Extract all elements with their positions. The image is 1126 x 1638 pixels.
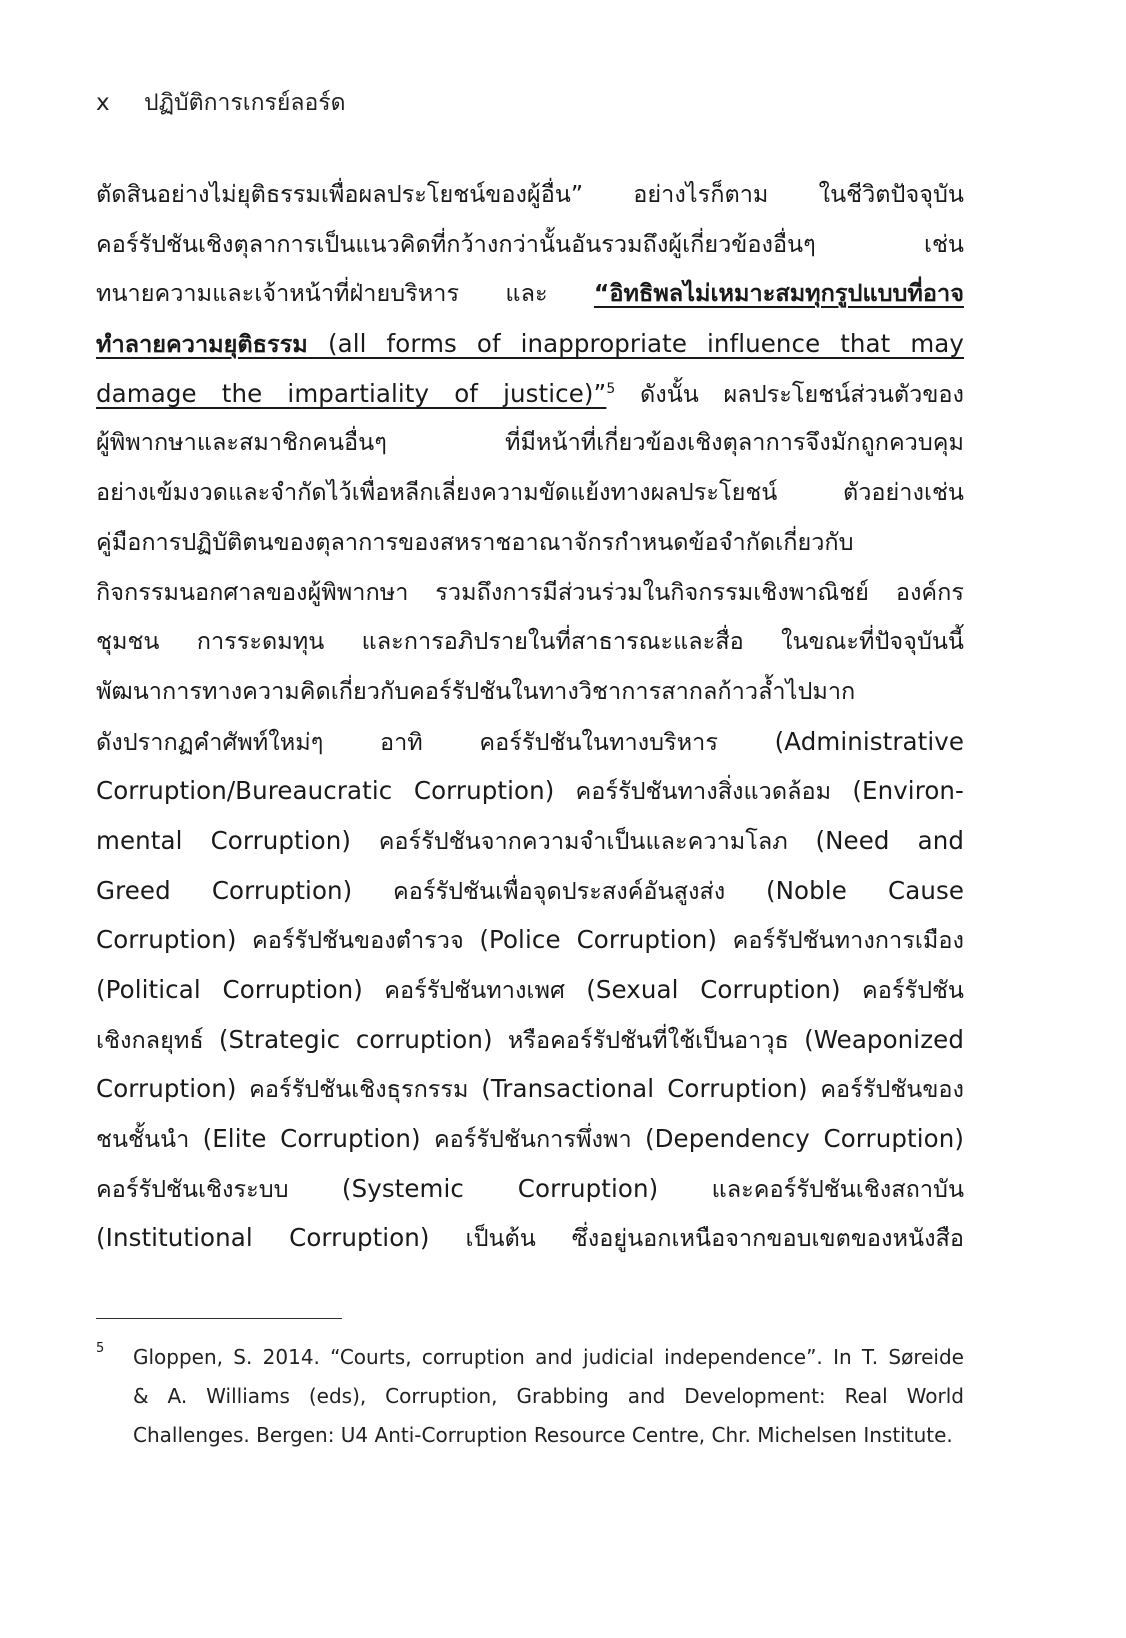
- english-term: (Dependency Corruption): [644, 1124, 964, 1154]
- emphasized-quote: “อิทธิพลไม่เหมาะสมทุกรูปแบบที่อาจ: [593, 279, 964, 308]
- text-line: ทนายความและเจ้าหน้าที่ฝ่ายบริหาร และ “อิทธิพลไม่เหมาะสมทุกรูปแบบที่อาจ: [96, 279, 964, 308]
- text-line: ชุมชน การระดมทุน และการอภิปรายในที่สาธารณะและสื่อ ในขณะที่ปัจจุบันนี้: [96, 627, 964, 656]
- english-term: (Transactional Corruption): [481, 1074, 808, 1104]
- footnote-text: [133, 1338, 964, 1455]
- english-term: (Administrative: [774, 726, 964, 756]
- footnote-line: Gloppen, S. 2014. “Courts, corruption and judicial independence”. In T. Søreide: [133, 1345, 964, 1369]
- text-line: คอร์รัปชันเชิงตุลาการเป็นแนวคิดที่กว้างกว่านั้นอันรวมถึงผู้เกี่ยวข้องอื่นๆ เช่น: [96, 229, 964, 258]
- text-line: ดังปรากฏคำศัพท์ใหม่ๆ อาทิ คอร์รัปชันในทางบริหาร (Administrative: [96, 726, 964, 756]
- text-line: ผู้พิพากษาและสมาชิกคนอื่นๆ ที่มีหน้าที่เกี่ยวข้องเชิงตุลาการจึงมักถูกควบคุม: [96, 428, 964, 457]
- english-term: Corruption): [96, 1074, 237, 1104]
- text-line: พัฒนาการทางความคิดเกี่ยวกับคอร์รัปชันในทางวิชาการสากลก้าวล้ำไปมาก: [96, 676, 856, 705]
- text-line: damage the impartiality of justice)”$^5$ ดังนั้น ผลประโยชน์ส่วนตัวของ: [96, 378, 964, 408]
- text-line: Greed Corruption) คอร์รัปชันเพื่อจุดประสงค์อันสูงส่ง (Noble Cause: [96, 875, 964, 905]
- english-term: Corruption/Bureaucratic Corruption): [96, 776, 555, 806]
- text-line: เชิงกลยุทธ์ (Strategic corruption) หรือคอร์รัปชันที่ใช้เป็นอาวุธ (Weaponized: [96, 1024, 964, 1054]
- english-term: (Noble Cause: [765, 875, 964, 905]
- footnote-divider: [96, 1318, 342, 1319]
- english-term: (Systemic Corruption): [341, 1173, 659, 1203]
- english-term: (Elite Corruption): [202, 1124, 421, 1154]
- english-term: mental Corruption): [96, 825, 352, 855]
- english-term: Corruption): [96, 925, 237, 955]
- text-line: mental Corruption) คอร์รัปชันจากความจำเป็นและความโลภ (Need and: [96, 825, 964, 855]
- footnote-line: & A. Williams (eds), Corruption, Grabbing and Development: Real World: [133, 1384, 964, 1408]
- page-number: x: [96, 90, 110, 116]
- emphasized-quote: ทำลายความยุติธรรม: [96, 330, 328, 359]
- footnote-line: Challenges. Bergen: U4 Anti-Corruption Resource Centre, Chr. Michelsen Institute.: [133, 1423, 953, 1447]
- text-line: (Institutional Corruption) เป็นต้น ซึ่งอยู่นอกเหนือจากขอบเขตของหนังสือ: [96, 1223, 964, 1253]
- english-term: (Sexual Corruption): [586, 975, 841, 1004]
- footnote-reference[interactable]: 5: [606, 380, 616, 397]
- emphasized-quote-english: (all forms of inappropriate influence that may: [328, 329, 964, 359]
- text-line: ตัดสินอย่างไม่ยุติธรรมเพื่อผลประโยชน์ของผู้อื่น” อย่างไรก็ตาม ในชีวิตปัจจุบัน: [96, 180, 964, 208]
- book-title: ปฏิบัติการเกรย์ลอร์ด: [144, 90, 346, 116]
- body-paragraph: [96, 170, 964, 1263]
- text-line: [96, 319, 964, 369]
- text-line: (Political Corruption) คอร์รัปชันทางเพศ (Sexual Corruption) คอร์รัปชัน: [96, 975, 964, 1004]
- text-line: คอร์รัปชันเชิงระบบ (Systemic Corruption) และคอร์รัปชันเชิงสถาบัน: [96, 1173, 965, 1203]
- text-line: Corruption) คอร์รัปชันของตำรวจ (Police Corruption) คอร์รัปชันทางการเมือง: [96, 925, 964, 955]
- emphasized-quote-english: damage the impartiality of justice)”: [96, 378, 607, 408]
- english-term: Greed Corruption): [96, 875, 353, 905]
- english-term: (Institutional Corruption): [96, 1223, 430, 1253]
- text-line: ชนชั้นนำ (Elite Corruption) คอร์รัปชันการพึ่งพา (Dependency Corruption): [96, 1124, 964, 1154]
- footnote-number: 5: [96, 1341, 105, 1356]
- english-term: (Strategic corruption): [218, 1024, 493, 1054]
- text-line: กิจกรรมนอกศาลของผู้พิพากษา รวมถึงการมีส่วนร่วมในกิจกรรมเชิงพาณิชย์ องค์กร: [96, 577, 964, 606]
- running-header: [96, 86, 346, 120]
- english-term: (Weaponized: [804, 1024, 964, 1054]
- text-line: Corruption) คอร์รัปชันเชิงธุรกรรม (Transactional Corruption) คอร์รัปชันของ: [96, 1074, 964, 1104]
- english-term: (Need and: [815, 825, 964, 855]
- english-term: (Political Corruption): [96, 975, 363, 1004]
- english-term: (Police Corruption): [479, 925, 718, 955]
- text-line: อย่างเข้มงวดและจำกัดไว้เพื่อหลีกเลี่ยงความขัดแย้งทางผลประโยชน์ ตัวอย่างเช่น: [96, 478, 964, 507]
- english-term: (Environ-: [852, 776, 964, 806]
- text-line: Corruption/Bureaucratic Corruption) คอร์รัปชันทางสิ่งแวดล้อม (Environ-: [96, 776, 964, 806]
- text-line: คู่มือการปฏิบัติตนของตุลาการของสหราชอาณาจักรกำหนดข้อจำกัดเกี่ยวกับ: [96, 527, 854, 556]
